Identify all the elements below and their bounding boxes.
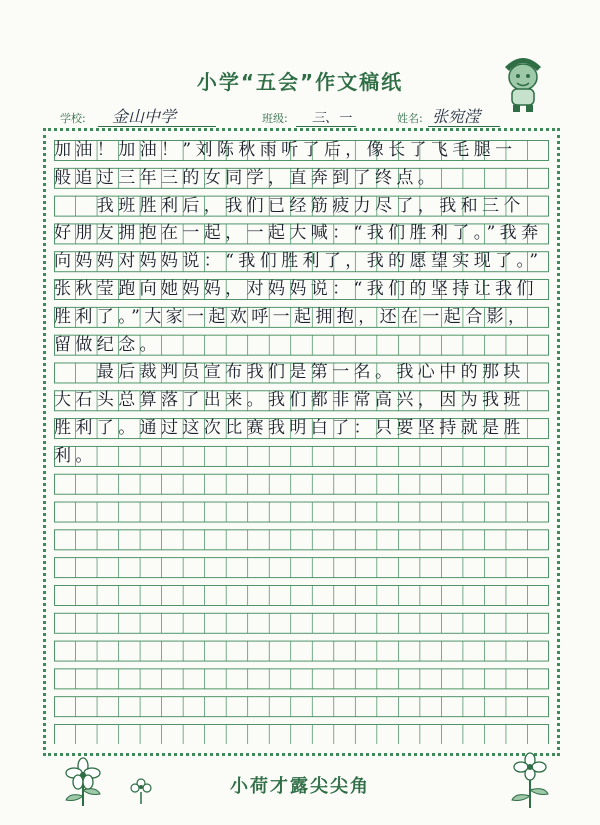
essay-line: 最后裁判员宣布我们是第一名。我心中的那块 [54, 362, 525, 383]
school-underline [98, 126, 216, 127]
grid-row [55, 530, 549, 550]
grid-row [55, 446, 549, 466]
class-value: 三、一 [312, 111, 352, 126]
essay-line: 好朋友拥抱在一起，一起大喊：“我们胜利了。”我奔 [54, 223, 543, 244]
essay-line: 大石头总算落了出来。我们都非常高兴，因为我班 [54, 390, 525, 411]
grid-row [55, 474, 549, 494]
name-underline [428, 126, 500, 127]
essay-line: 胜利了。通过这次比赛我明白了：只要坚持就是胜 [54, 418, 525, 439]
essay-line: 利。 [54, 445, 97, 466]
grid-row [55, 641, 549, 661]
grid-row [55, 585, 549, 605]
essay-line: 留做纪念。 [54, 334, 161, 355]
school-value: 金山中学 [112, 107, 177, 126]
essay-line: 胜利了。”大家一起欢呼一起拥抱，还在一起合影， [54, 306, 530, 327]
school-label: 学校: [60, 112, 86, 125]
name-value: 张宛滢 [432, 107, 481, 126]
class-underline [296, 126, 356, 127]
header-info-row [0, 104, 600, 128]
grid-row [55, 697, 549, 717]
grid-row [55, 669, 549, 689]
essay-line: 加油！加油！”刘陈秋雨听了后，像长了飞毛腿一 [54, 140, 517, 160]
page-title: 小学“五会”作文稿纸 [196, 70, 404, 94]
grid-row [55, 558, 549, 578]
essay-line: 般追过三年三的女同学，直奔到了终点。 [54, 167, 440, 188]
footer-slogan: 小荷才露尖尖角 [230, 776, 370, 797]
essay-line: 向妈妈对妈妈说：“我们胜利了，我的愿望实现了。” [54, 251, 543, 272]
class-label: 班级: [262, 112, 288, 125]
grid-row [55, 725, 549, 745]
grid-row [55, 502, 549, 522]
grid-row [55, 613, 549, 633]
essay-line: 张秋莹跑向她妈妈，对妈妈说：“我们的坚持让我们 [54, 279, 538, 300]
name-label: 姓名: [397, 112, 423, 125]
essay-line: 我班胜利后，我们已经筋疲力尽了，我和三个 [54, 195, 525, 216]
